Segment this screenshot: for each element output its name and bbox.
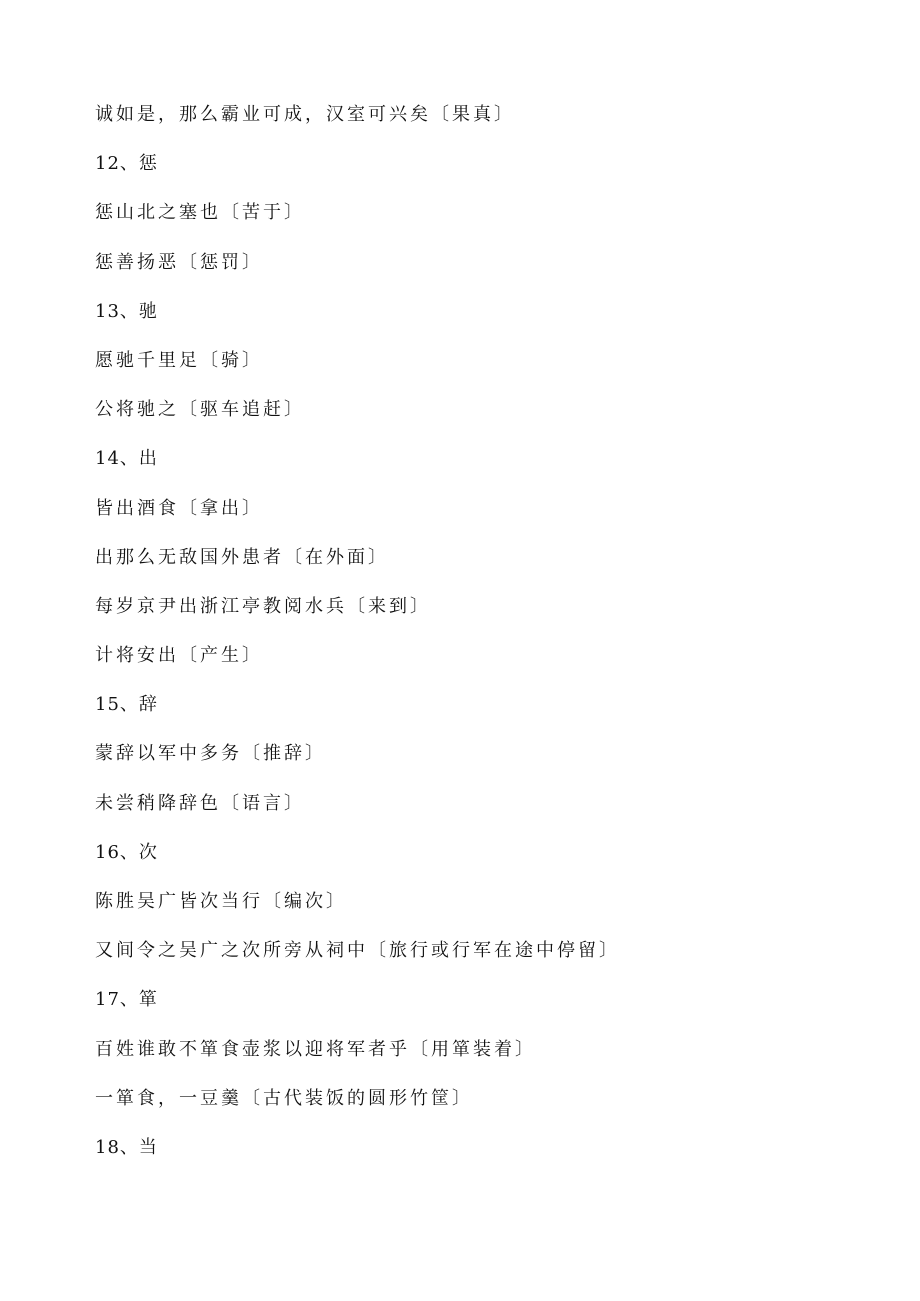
entry-heading: 14、出: [95, 448, 158, 470]
example-line: 蒙辞以军中多务〔推辞〕: [95, 743, 326, 765]
example-line: 公将驰之〔驱车追赶〕: [95, 399, 305, 421]
example-line: 出那么无敌国外患者〔在外面〕: [95, 546, 389, 568]
entry-heading: 17、箪: [95, 989, 158, 1011]
document-body: [95, 100, 855, 1182]
example-line: 百姓谁敢不箪食壶浆以迎将军者乎〔用箪装着〕: [95, 1038, 536, 1060]
entry-heading: 16、次: [95, 841, 158, 863]
example-line: 又间令之吴广之次所旁从祠中〔旅行或行军在途中停留〕: [95, 940, 620, 962]
entry-heading: 15、辞: [95, 694, 158, 716]
entry-heading: 18、当: [95, 1136, 158, 1158]
example-line: 计将安出〔产生〕: [95, 645, 263, 667]
entry-heading: 13、驰: [95, 300, 158, 322]
example-line: 惩善扬恶〔惩罚〕: [95, 251, 263, 273]
example-line: 诚如是，那么霸业可成，汉室可兴矣〔果真〕: [95, 104, 515, 125]
example-line: 陈胜吴广皆次当行〔编次〕: [95, 891, 347, 912]
entry-heading: 12、惩: [95, 153, 158, 175]
example-line: 每岁京尹出浙江亭教阅水兵〔来到〕: [95, 595, 431, 617]
example-line: 一箪食，一豆羹〔古代装饭的圆形竹筐〕: [95, 1087, 473, 1109]
example-line: 愿驰千里足〔骑〕: [95, 349, 263, 371]
example-line: 惩山北之塞也〔苦于〕: [95, 202, 305, 224]
example-line: 皆出酒食〔拿出〕: [95, 497, 263, 519]
example-line: 未尝稍降辞色〔语言〕: [95, 792, 305, 814]
